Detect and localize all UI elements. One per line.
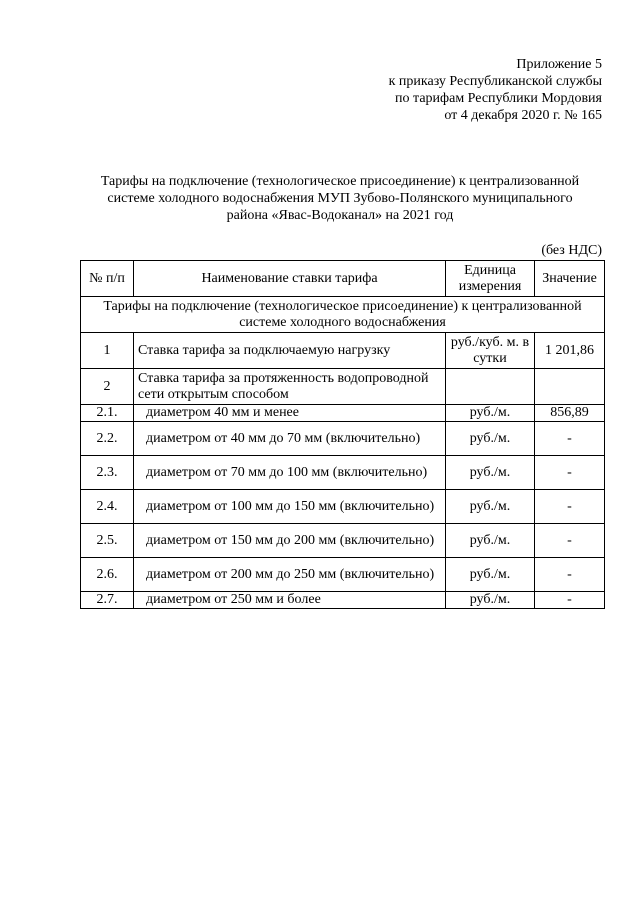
vat-note: (без НДС)	[541, 243, 602, 258]
row-unit: руб./м.	[446, 405, 535, 422]
appendix-line: к приказу Республиканской службы	[388, 74, 602, 89]
table-row	[81, 490, 605, 524]
row-name: диаметром от 150 мм до 200 мм (включительно)	[134, 524, 446, 558]
row-unit: руб./м.	[446, 524, 535, 558]
row-value: -	[535, 524, 605, 558]
row-unit: руб./м.	[446, 558, 535, 592]
section-title: Тарифы на подключение (технологическое присоединение) к централизованной системе холодного водоснабжения	[81, 297, 605, 333]
row-num: 2.3.	[81, 456, 134, 490]
row-name: диаметром 40 мм и менее	[134, 405, 446, 422]
table-row	[81, 456, 605, 490]
row-value: -	[535, 490, 605, 524]
row-value	[535, 369, 605, 405]
title-line: системе холодного водоснабжения МУП Зубово-Полянского муниципального	[107, 191, 573, 206]
row-value: -	[535, 558, 605, 592]
row-value: 1 201,86	[535, 333, 605, 369]
table-header-row	[81, 261, 605, 297]
row-num: 2.6.	[81, 558, 134, 592]
row-value: 856,89	[535, 405, 605, 422]
row-num: 2.4.	[81, 490, 134, 524]
tariff-table	[80, 260, 605, 609]
title-line: района «Явас-Водоканал» на 2021 год	[226, 208, 454, 223]
row-num: 2.7.	[81, 592, 134, 609]
row-name: Ставка тарифа за подключаемую нагрузку	[134, 333, 446, 369]
table-row	[81, 592, 605, 609]
row-name: диаметром от 70 мм до 100 мм (включительно)	[134, 456, 446, 490]
row-num: 1	[81, 333, 134, 369]
header-unit: Единица измерения	[446, 261, 535, 297]
header-name: Наименование ставки тарифа	[134, 261, 446, 297]
row-name: диаметром от 40 мм до 70 мм (включительно)	[134, 422, 446, 456]
row-name: диаметром от 250 мм и более	[134, 592, 446, 609]
row-name: диаметром от 100 мм до 150 мм (включительно)	[134, 490, 446, 524]
document-title	[60, 173, 620, 224]
table-row	[81, 422, 605, 456]
row-num: 2.2.	[81, 422, 134, 456]
row-unit: руб./куб. м. в сутки	[446, 333, 535, 369]
table-row	[81, 405, 605, 422]
header-value: Значение	[535, 261, 605, 297]
row-name: Ставка тарифа за протяженность водопроводной сети открытым способом	[134, 369, 446, 405]
table-row	[81, 369, 605, 405]
table-row	[81, 558, 605, 592]
table-body	[81, 333, 605, 609]
row-name: диаметром от 200 мм до 250 мм (включительно)	[134, 558, 446, 592]
row-num: 2	[81, 369, 134, 405]
table-row	[81, 333, 605, 369]
row-unit: руб./м.	[446, 490, 535, 524]
header-num: № п/п	[81, 261, 134, 297]
appendix-header	[389, 56, 602, 124]
row-unit: руб./м.	[446, 456, 535, 490]
row-value: -	[535, 456, 605, 490]
row-unit: руб./м.	[446, 422, 535, 456]
row-unit	[446, 369, 535, 405]
row-num: 2.1.	[81, 405, 134, 422]
appendix-line: от 4 декабря 2020 г. № 165	[444, 108, 602, 123]
table-row	[81, 524, 605, 558]
appendix-line: Приложение 5	[516, 57, 602, 72]
row-value: -	[535, 422, 605, 456]
row-num: 2.5.	[81, 524, 134, 558]
row-value: -	[535, 592, 605, 609]
appendix-line: по тарифам Республики Мордовия	[395, 91, 602, 106]
section-row	[81, 297, 605, 333]
title-line: Тарифы на подключение (технологическое присоединение) к централизованной	[100, 174, 580, 189]
row-unit: руб./м.	[446, 592, 535, 609]
